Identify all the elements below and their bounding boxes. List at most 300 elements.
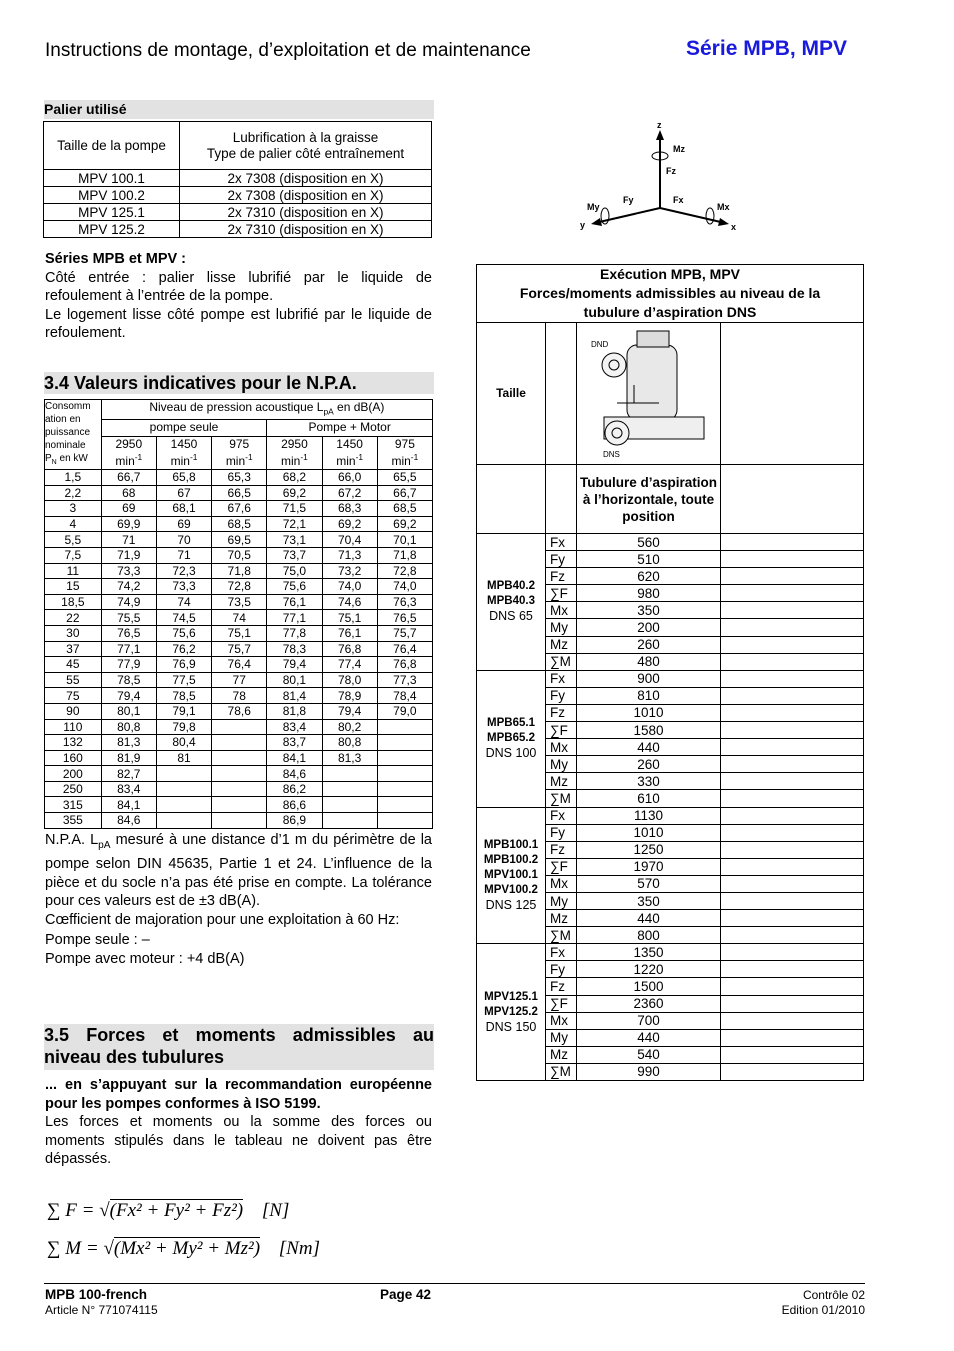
blank-cell xyxy=(721,875,864,892)
npa-value-cell: 75,6 xyxy=(267,579,322,595)
npa-power-cell: 90 xyxy=(45,703,102,719)
npa-value-cell: 81,4 xyxy=(267,688,322,704)
npa-speed-unit: min xyxy=(391,453,411,468)
blank-cell xyxy=(721,756,864,773)
npa-value-cell: 79,4 xyxy=(267,657,322,673)
force-key-cell: Mz xyxy=(546,773,577,790)
pump-top xyxy=(637,331,669,347)
forces-row xyxy=(477,944,864,961)
npa-speed-unit: min xyxy=(336,453,356,468)
npa-coef: Cœfficient de majoration pour une exploitation à 60 Hz: xyxy=(45,911,400,928)
forces-table-title-l2: Forces/moments admissibles au niveau de la xyxy=(519,285,821,301)
npa-row xyxy=(45,657,433,673)
blank-cell xyxy=(721,858,864,875)
forces-row xyxy=(477,670,864,687)
formula-force-unit: [N] xyxy=(261,1200,290,1221)
npa-value-cell: 75,5 xyxy=(101,610,156,626)
bearing-type-cell: 2x 7308 (disposition en X) xyxy=(180,170,432,187)
npa-note-text xyxy=(45,831,432,911)
blank-cell xyxy=(721,824,864,841)
npa-value-cell xyxy=(156,766,211,782)
series-note xyxy=(45,250,432,343)
npa-value-cell: 69,2 xyxy=(322,516,377,532)
npa-value-cell: 78,5 xyxy=(101,672,156,688)
blank-cell xyxy=(721,636,864,653)
force-key-cell: Fx xyxy=(546,944,577,961)
npa-power-cell: 3 xyxy=(45,501,102,517)
npa-note-b: mesuré à une distance d’1 m du périmètre de la pompe selon DIN 45635, Partie 1 et 24. L’influence de la pièce et du socle n’a pas été prise en compte. La tolérance pour ces valeurs est de ±3 dB(A). xyxy=(45,832,432,910)
bearing-col-type-l1: Lubrification à la graisse xyxy=(232,129,379,145)
blank-cell xyxy=(721,1012,864,1029)
axis-label-mz: Mz xyxy=(673,144,685,154)
npa-power-cell: 11 xyxy=(45,563,102,579)
force-key-cell: ∑F xyxy=(546,585,577,602)
npa-table xyxy=(44,399,433,829)
npa-speed-unit: min xyxy=(225,453,246,468)
npa-value-cell: 76,1 xyxy=(322,625,377,641)
force-value-cell: 1010 xyxy=(577,824,721,841)
npa-power-cell: 15 xyxy=(45,579,102,595)
series-note-title: Séries MPB et MPV : xyxy=(45,251,187,267)
npa-group-pump-motor: Pompe + Motor xyxy=(267,419,433,436)
bearing-row xyxy=(44,204,432,221)
npa-speed-value: 2950 xyxy=(281,436,308,451)
npa-value-cell: 79,0 xyxy=(377,703,432,719)
forces-row xyxy=(477,534,864,551)
dns-label: DNS xyxy=(602,449,620,459)
z-arrow-icon xyxy=(656,130,664,140)
suction-label: Tubulure d’aspiration à l’horizontale, toute position xyxy=(577,465,721,534)
pump-dn: DNS 65 xyxy=(489,609,533,624)
npa-value-cell: 75,1 xyxy=(322,610,377,626)
blank-cell xyxy=(721,1063,864,1080)
npa-value-cell: 66,7 xyxy=(101,470,156,486)
npa-power-cell: 200 xyxy=(45,766,102,782)
npa-value-cell: 83,4 xyxy=(267,719,322,735)
npa-value-cell: 70,1 xyxy=(377,532,432,548)
npa-value-cell xyxy=(212,750,267,766)
pump-size-cell xyxy=(477,670,546,807)
pump-model-name: MPB40.2 xyxy=(487,580,535,593)
npa-value-cell: 73,2 xyxy=(322,563,377,579)
npa-value-cell: 84,6 xyxy=(267,766,322,782)
npa-value-cell: 72,8 xyxy=(377,563,432,579)
npa-value-cell: 86,2 xyxy=(267,781,322,797)
npa-value-cell: 76,4 xyxy=(212,657,267,673)
npa-value-cell: 74,2 xyxy=(101,579,156,595)
npa-value-cell: 78,5 xyxy=(156,688,211,704)
size-label: Taille xyxy=(477,323,546,465)
axis-label-x: x xyxy=(731,222,737,232)
npa-speed-header xyxy=(267,436,322,469)
npa-value-cell: 73,3 xyxy=(156,579,211,595)
npa-power-cell: 5,5 xyxy=(45,532,102,548)
force-value-cell: 440 xyxy=(577,1029,721,1046)
npa-value-cell: 66,7 xyxy=(377,485,432,501)
npa-power-cell: 22 xyxy=(45,610,102,626)
force-key-cell: My xyxy=(546,756,577,773)
npa-level-label: Niveau de pression acoustique L xyxy=(149,399,324,414)
npa-value-cell: 74 xyxy=(156,594,211,610)
blank-cell xyxy=(721,773,864,790)
document-title: Instructions de montage, d’exploitation et de maintenance xyxy=(45,40,531,61)
footer-control: Contrôle 02 xyxy=(802,1288,865,1302)
npa-speed-header xyxy=(101,436,156,469)
force-key-cell: Fx xyxy=(546,807,577,824)
npa-value-cell xyxy=(377,797,432,813)
npa-value-cell: 79,4 xyxy=(322,703,377,719)
npa-value-cell: 78,9 xyxy=(322,688,377,704)
npa-value-cell: 68 xyxy=(101,485,156,501)
npa-value-cell xyxy=(377,813,432,829)
forces-table-title xyxy=(477,265,864,323)
forces-table-title-l1: Exécution MPB, MPV xyxy=(599,266,741,282)
force-key-cell: ∑F xyxy=(546,995,577,1012)
npa-value-cell: 84,6 xyxy=(101,813,156,829)
npa-note-sub: pA xyxy=(98,839,111,851)
npa-value-cell: 78,4 xyxy=(377,688,432,704)
sqrt-icon: √ xyxy=(103,1238,114,1259)
npa-value-cell: 78,3 xyxy=(267,641,322,657)
x-arrow-icon xyxy=(718,218,729,226)
blank-cell xyxy=(721,653,864,670)
npa-value-cell: 75,7 xyxy=(377,625,432,641)
npa-value-cell: 80,8 xyxy=(322,735,377,751)
npa-col-power-p: P xyxy=(45,453,52,464)
npa-value-cell: 71 xyxy=(101,532,156,548)
npa-value-cell: 77,1 xyxy=(267,610,322,626)
force-value-cell: 900 xyxy=(577,670,721,687)
npa-power-cell: 315 xyxy=(45,797,102,813)
blank-cell xyxy=(546,465,577,534)
npa-value-cell: 70,4 xyxy=(322,532,377,548)
axis-diagram xyxy=(575,118,745,233)
npa-value-cell: 76,5 xyxy=(101,625,156,641)
force-value-cell: 330 xyxy=(577,773,721,790)
npa-value-cell: 67 xyxy=(156,485,211,501)
force-value-cell: 350 xyxy=(577,892,721,909)
npa-value-cell: 73,7 xyxy=(267,547,322,563)
npa-col-power-kw: en kW xyxy=(56,453,88,464)
npa-value-cell: 68,5 xyxy=(212,516,267,532)
npa-speed-value: 975 xyxy=(229,436,250,451)
npa-rows xyxy=(45,470,433,829)
npa-row xyxy=(45,797,433,813)
npa-value-cell: 68,5 xyxy=(377,501,432,517)
npa-row xyxy=(45,594,433,610)
blank-cell xyxy=(721,927,864,944)
npa-value-cell: 71 xyxy=(156,547,211,563)
blank-cell xyxy=(721,892,864,909)
npa-power-cell: 30 xyxy=(45,625,102,641)
npa-value-cell xyxy=(212,735,267,751)
force-value-cell: 810 xyxy=(577,687,721,704)
pump-model-name: MPB100.2 xyxy=(483,853,539,866)
npa-level-header xyxy=(101,400,432,420)
force-value-cell: 560 xyxy=(577,534,721,551)
npa-value-cell: 72,1 xyxy=(267,516,322,532)
npa-row xyxy=(45,625,433,641)
force-value-cell: 1250 xyxy=(577,841,721,858)
npa-pump-only: Pompe seule : – xyxy=(45,932,150,949)
force-key-cell: Fz xyxy=(546,568,577,585)
npa-value-cell: 69 xyxy=(156,516,211,532)
npa-value-cell xyxy=(212,813,267,829)
bearing-row xyxy=(44,170,432,187)
npa-value-cell: 78,6 xyxy=(212,703,267,719)
npa-value-cell: 71,5 xyxy=(267,501,322,517)
pump-dn: DNS 150 xyxy=(485,1019,537,1034)
blank-cell xyxy=(477,465,546,534)
npa-speed-exp: -1 xyxy=(134,451,143,462)
npa-value-cell: 66,5 xyxy=(212,485,267,501)
force-value-cell: 1220 xyxy=(577,961,721,978)
npa-value-cell: 65,5 xyxy=(377,470,432,486)
npa-power-cell: 110 xyxy=(45,719,102,735)
series-note-p1: Côté entrée : palier lisse lubrifié par le liquide de refoulement à l’entrée de la pompe. xyxy=(45,269,432,304)
forces-rows xyxy=(477,534,864,1081)
force-key-cell: ∑M xyxy=(546,927,577,944)
npa-value-cell: 83,7 xyxy=(267,735,322,751)
npa-value-cell: 86,6 xyxy=(267,797,322,813)
mx-rotation xyxy=(706,208,714,224)
npa-speed-value: 975 xyxy=(394,436,415,451)
force-key-cell: Fz xyxy=(546,841,577,858)
forces-table-title-l3: tubulure d’aspiration DNS xyxy=(583,304,757,320)
npa-value-cell: 76,8 xyxy=(322,641,377,657)
npa-value-cell: 70 xyxy=(156,532,211,548)
npa-value-cell xyxy=(377,781,432,797)
force-key-cell: Mx xyxy=(546,739,577,756)
npa-value-cell: 83,4 xyxy=(101,781,156,797)
blank-cell xyxy=(721,323,864,465)
force-value-cell: 260 xyxy=(577,636,721,653)
npa-note xyxy=(45,831,432,968)
npa-value-cell: 75,0 xyxy=(267,563,322,579)
blank-cell xyxy=(721,602,864,619)
npa-value-cell: 82,7 xyxy=(101,766,156,782)
npa-value-cell: 67,2 xyxy=(322,485,377,501)
blank-cell xyxy=(721,722,864,739)
npa-value-cell: 81,3 xyxy=(101,735,156,751)
npa-value-cell xyxy=(212,781,267,797)
npa-value-cell: 71,8 xyxy=(212,563,267,579)
pump-drawing-cell xyxy=(577,323,721,465)
blank-cell xyxy=(721,704,864,721)
npa-col-power-l3: puissance xyxy=(45,427,91,438)
force-value-cell: 510 xyxy=(577,551,721,568)
force-value-cell: 260 xyxy=(577,756,721,773)
npa-row xyxy=(45,563,433,579)
axis-label-fy: Fy xyxy=(623,195,634,205)
npa-power-cell: 160 xyxy=(45,750,102,766)
pump-model-name: MPV125.2 xyxy=(484,1005,538,1018)
npa-section-title: 3.4 Valeurs indicatives pour le N.P.A. xyxy=(44,372,434,394)
npa-value-cell: 77,3 xyxy=(377,672,432,688)
force-value-cell: 440 xyxy=(577,910,721,927)
forces-description: Les forces et moments ou la somme des forces ou moments stipulés dans le tableau ne doivent pas être dépassés. xyxy=(45,1114,432,1167)
pump-dn: DNS 125 xyxy=(485,897,537,912)
force-key-cell: ∑F xyxy=(546,722,577,739)
npa-value-cell: 75,7 xyxy=(212,641,267,657)
blank-cell xyxy=(721,995,864,1012)
npa-col-power-l2: ation en xyxy=(45,414,81,425)
footer-page: Page 42 xyxy=(380,1287,432,1302)
formula-force-rhs: (Fx² + Fy² + Fz²) xyxy=(109,1200,244,1221)
blank-cell xyxy=(721,807,864,824)
npa-power-cell: 132 xyxy=(45,735,102,751)
force-key-cell: Fy xyxy=(546,961,577,978)
bearing-col-type xyxy=(180,122,432,170)
sqrt-icon: √ xyxy=(99,1200,110,1221)
npa-row xyxy=(45,703,433,719)
bearing-type-cell: 2x 7310 (disposition en X) xyxy=(180,221,432,238)
npa-value-cell: 66,0 xyxy=(322,470,377,486)
pump-model-name: MPB65.2 xyxy=(487,732,535,745)
npa-speed-row xyxy=(45,436,433,469)
npa-value-cell: 77,9 xyxy=(101,657,156,673)
pump-model-name: MPB65.1 xyxy=(487,717,535,730)
npa-value-cell xyxy=(156,813,211,829)
npa-row xyxy=(45,735,433,751)
npa-value-cell: 69 xyxy=(101,501,156,517)
npa-value-cell: 79,1 xyxy=(156,703,211,719)
blank-cell xyxy=(721,790,864,807)
force-value-cell: 620 xyxy=(577,568,721,585)
npa-value-cell: 76,9 xyxy=(156,657,211,673)
blank-cell xyxy=(721,910,864,927)
npa-value-cell: 65,8 xyxy=(156,470,211,486)
npa-row xyxy=(45,532,433,548)
forces-section-title: 3.5 Forces et moments admissibles au niveau des tubulures xyxy=(44,1024,434,1070)
npa-value-cell: 71,8 xyxy=(377,547,432,563)
dns-flange xyxy=(605,421,629,445)
axis-label-y: y xyxy=(580,220,586,230)
blank-cell xyxy=(721,944,864,961)
npa-power-cell: 250 xyxy=(45,781,102,797)
npa-value-cell: 77 xyxy=(212,672,267,688)
force-value-cell: 1010 xyxy=(577,704,721,721)
npa-row xyxy=(45,470,433,486)
pump-body xyxy=(627,345,677,420)
blank-cell xyxy=(721,670,864,687)
dnd-flange xyxy=(602,353,626,377)
force-key-cell: ∑M xyxy=(546,653,577,670)
pump-model-name: MPV100.2 xyxy=(484,883,538,896)
npa-value-cell: 74 xyxy=(212,610,267,626)
npa-value-cell: 76,5 xyxy=(377,610,432,626)
pump-model-name: MPV125.1 xyxy=(484,990,538,1003)
bearing-pump-cell: MPV 100.1 xyxy=(44,170,180,187)
npa-row xyxy=(45,781,433,797)
axis-label-mx: Mx xyxy=(717,202,730,212)
npa-value-cell xyxy=(322,813,377,829)
blank-cell xyxy=(721,841,864,858)
npa-value-cell: 69,2 xyxy=(267,485,322,501)
npa-power-cell: 355 xyxy=(45,813,102,829)
npa-level-sub: pA xyxy=(323,406,334,417)
blank-cell xyxy=(721,1046,864,1063)
formula-moment-unit: [Nm] xyxy=(278,1238,320,1259)
npa-value-cell: 72,8 xyxy=(212,579,267,595)
blank-cell xyxy=(721,585,864,602)
npa-value-cell: 80,4 xyxy=(156,735,211,751)
npa-row xyxy=(45,719,433,735)
force-key-cell: Mx xyxy=(546,602,577,619)
npa-value-cell: 74,0 xyxy=(322,579,377,595)
blank-cell xyxy=(721,739,864,756)
force-key-cell: Fx xyxy=(546,534,577,551)
npa-value-cell: 80,1 xyxy=(101,703,156,719)
npa-speed-header xyxy=(156,436,211,469)
bearing-col-size: Taille de la pompe xyxy=(44,122,180,170)
npa-value-cell: 84,1 xyxy=(267,750,322,766)
pump-model-name: MPB40.3 xyxy=(487,595,535,608)
npa-speed-header xyxy=(212,436,267,469)
blank-cell xyxy=(721,687,864,704)
npa-power-cell: 2,2 xyxy=(45,485,102,501)
force-key-cell: ∑F xyxy=(546,858,577,875)
npa-value-cell: 77,1 xyxy=(101,641,156,657)
axis-label-fz: Fz xyxy=(666,166,676,176)
force-value-cell: 1970 xyxy=(577,858,721,875)
axis-label-z: z xyxy=(657,120,662,130)
npa-value-cell: 76,4 xyxy=(377,641,432,657)
footer-rule xyxy=(44,1283,865,1284)
npa-value-cell: 69,2 xyxy=(377,516,432,532)
npa-value-cell: 80,2 xyxy=(322,719,377,735)
dnd-label: DND xyxy=(590,339,608,349)
x-axis-line xyxy=(660,208,725,223)
npa-value-cell xyxy=(377,766,432,782)
force-key-cell: ∑M xyxy=(546,1063,577,1080)
npa-speed-header xyxy=(377,436,432,469)
y-axis-line xyxy=(595,208,660,223)
blank-cell xyxy=(721,619,864,636)
npa-speed-exp: -1 xyxy=(189,451,198,462)
npa-col-power xyxy=(45,400,102,470)
npa-power-cell: 1,5 xyxy=(45,470,102,486)
blank-cell xyxy=(721,568,864,585)
npa-value-cell xyxy=(322,781,377,797)
force-key-cell: My xyxy=(546,892,577,909)
npa-value-cell: 75,6 xyxy=(156,625,211,641)
npa-row xyxy=(45,501,433,517)
force-value-cell: 350 xyxy=(577,602,721,619)
blank-cell xyxy=(721,534,864,551)
pump-size-cell xyxy=(477,807,546,944)
npa-value-cell xyxy=(212,719,267,735)
bearing-row xyxy=(44,187,432,204)
force-key-cell: My xyxy=(546,1029,577,1046)
force-value-cell: 700 xyxy=(577,1012,721,1029)
npa-value-cell: 77,4 xyxy=(322,657,377,673)
force-key-cell: Fz xyxy=(546,704,577,721)
npa-value-cell: 76,3 xyxy=(377,594,432,610)
force-key-cell: Fy xyxy=(546,551,577,568)
formula-moment-rhs: (Mx² + My² + Mz²) xyxy=(113,1238,261,1259)
force-key-cell: Fy xyxy=(546,687,577,704)
npa-row xyxy=(45,516,433,532)
npa-value-cell xyxy=(156,797,211,813)
bearing-type-cell: 2x 7308 (disposition en X) xyxy=(180,187,432,204)
npa-value-cell: 70,5 xyxy=(212,547,267,563)
pump-drawing xyxy=(589,325,709,460)
forces-recommendation: ... en s’appuyant sur la recommandation européenne pour les pompes conformes à ISO 5199. xyxy=(45,1077,432,1112)
force-value-cell: 1580 xyxy=(577,722,721,739)
bearing-pump-cell: MPV 100.2 xyxy=(44,187,180,204)
footer-article: Article N° 771074115 xyxy=(45,1303,158,1317)
